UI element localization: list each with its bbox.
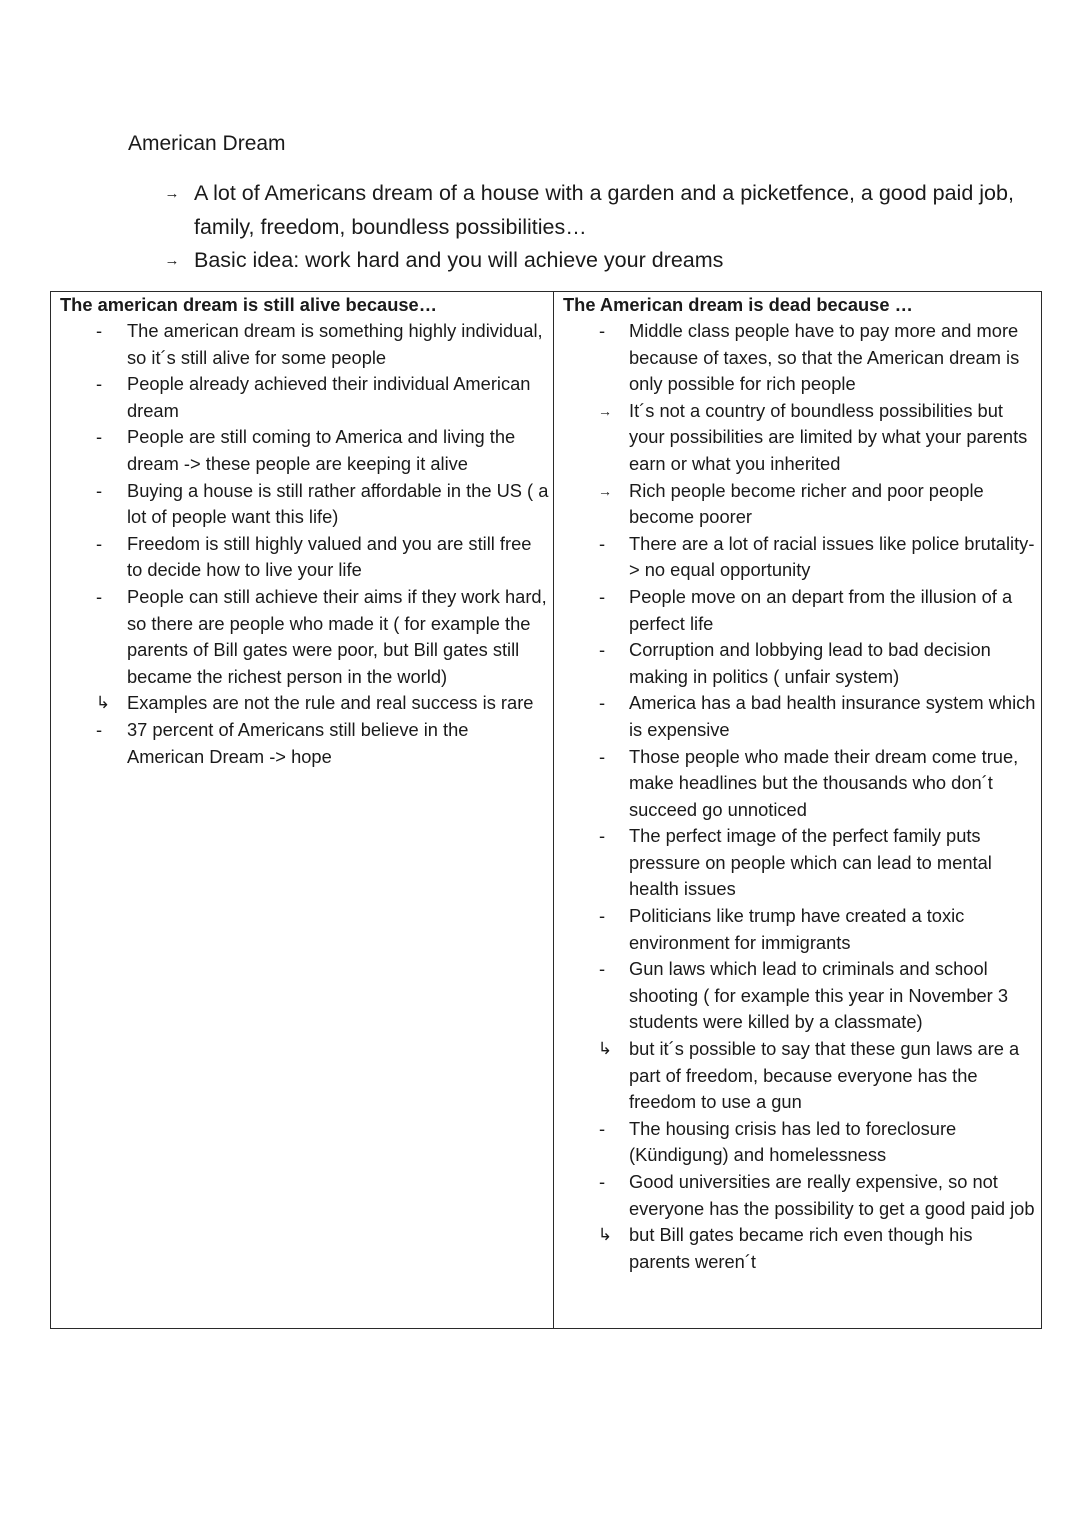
sub-item-text: It´s not a country of boundless possibilities but your possibilities are limited by what your parents earn or what you inherited (629, 399, 1028, 474)
list-item (563, 903, 1037, 956)
list-item (563, 744, 1037, 824)
intro-item (158, 244, 1018, 278)
item-text: The housing crisis has led to foreclosure (Kündigung) and homelessness (629, 1117, 957, 1166)
item-text: Buying a house is still rather affordable in the US ( a lot of people want this life) (127, 479, 549, 528)
item-text: People move on an depart from the illusion of a perfect life (629, 585, 1013, 634)
dead-list (563, 318, 1037, 1275)
list-item (60, 478, 549, 531)
item-text: Those people who made their dream come true, make headlines but the thousands who don´t succeed go unnoticed (629, 745, 1019, 820)
item-text: Middle class people have to pay more and more because of taxes, so that the American dream is only possible for rich people (629, 320, 1020, 395)
dash-icon: - (598, 585, 606, 607)
comparison-table (50, 291, 1042, 1329)
list-item (60, 531, 549, 584)
item-text: Good universities are really expensive, so not everyone has the possibility to get a good paid job (629, 1171, 1035, 1219)
item-text: Freedom is still highly valued and you are still free to decide how to live your life (127, 532, 532, 581)
sub-item (95, 690, 549, 717)
list-item (60, 717, 549, 770)
list-item (563, 318, 1037, 531)
dash-icon: - (598, 825, 606, 847)
list-item (563, 956, 1037, 1116)
hook-arrow-icon: ↳ (95, 693, 111, 713)
hook-arrow-icon: ↳ (597, 1225, 613, 1245)
item-text: People are still coming to America and living the dream -> these people are keeping it alive (127, 426, 516, 474)
dash-icon: - (95, 320, 103, 341)
sub-item-text: but it´s possible to say that these gun laws are a part of freedom, because everyone has the freedom to use a gun (629, 1038, 1020, 1113)
item-text: People can still achieve their aims if they work hard, so there are people who made it ( for example the parents of Bill gates were poor, but Bill gates still became the richest person in the world) (127, 585, 547, 687)
dash-icon: - (598, 639, 606, 661)
arrow-icon: → (598, 482, 612, 499)
dash-icon: - (95, 532, 103, 554)
item-text: The perfect image of the perfect family puts pressure on people which can lead to mental health issues (629, 825, 992, 900)
dash-icon: - (95, 426, 103, 448)
item-text: The american dream is something highly individual, so it´s still alive for some people (127, 320, 543, 368)
item-text: There are a lot of racial issues like police brutality-> no equal opportunity (629, 532, 1035, 581)
dash-icon: - (598, 745, 606, 767)
dash-icon: - (598, 320, 606, 341)
sub-item-text: Rich people become richer and poor people become poorer (629, 479, 984, 528)
dash-icon: - (598, 692, 606, 714)
arrow-icon: → (598, 402, 612, 419)
arrow-icon: → (164, 185, 180, 202)
intro-text: Basic idea: work hard and you will achieve your dreams (194, 248, 724, 272)
hook-arrow-icon: ↳ (597, 1039, 613, 1059)
dash-icon: - (598, 905, 606, 927)
item-text: People already achieved their individual American dream (127, 373, 531, 421)
sub-item-text: but Bill gates became rich even though his parents weren´t (629, 1224, 973, 1272)
sub-item (598, 398, 1037, 478)
list-item (563, 637, 1037, 690)
arrow-icon: → (164, 252, 180, 269)
dash-icon: - (95, 718, 103, 740)
dash-icon: - (598, 1171, 606, 1192)
list-item (563, 690, 1037, 743)
dash-icon: - (95, 479, 103, 501)
list-item (563, 531, 1037, 584)
item-text: Gun laws which lead to criminals and school shooting ( for example this year in November 3 students were killed by a classmate) (629, 958, 1009, 1033)
list-item (563, 1116, 1037, 1169)
item-text: Corruption and lobbying lead to bad decision making in politics ( unfair system) (629, 639, 991, 687)
dead-heading: The American dream is dead because … (563, 294, 913, 315)
list-item (60, 424, 549, 477)
list-item (60, 318, 549, 371)
dash-icon: - (598, 958, 606, 980)
alive-list (60, 318, 549, 770)
list-item (60, 371, 549, 424)
intro-text: A lot of Americans dream of a house with a garden and a picketfence, a good paid job, family, freedom, boundless possibilities… (194, 181, 1014, 239)
intro-item (158, 177, 1018, 244)
sub-item-text: Examples are not the rule and real success is rare (127, 692, 534, 714)
item-text: Politicians like trump have created a toxic environment for immigrants (629, 905, 965, 953)
sub-item (597, 1036, 1037, 1116)
sub-item (597, 1222, 1037, 1275)
list-item (563, 584, 1037, 637)
alive-heading: The american dream is still alive because… (60, 294, 437, 315)
list-item (60, 584, 549, 717)
alive-column (51, 292, 554, 1329)
dash-icon: - (598, 1117, 606, 1139)
list-item (563, 823, 1037, 903)
dash-icon: - (95, 373, 103, 395)
item-text: America has a bad health insurance system which is expensive (629, 692, 1036, 740)
item-text: 37 percent of Americans still believe in the American Dream -> hope (127, 718, 469, 767)
sub-item (598, 478, 1037, 531)
dead-column (554, 292, 1042, 1329)
dash-icon: - (598, 532, 606, 554)
document-title: American Dream (128, 132, 286, 155)
dash-icon: - (95, 585, 103, 607)
list-item (563, 1169, 1037, 1275)
intro-list (158, 177, 1018, 278)
